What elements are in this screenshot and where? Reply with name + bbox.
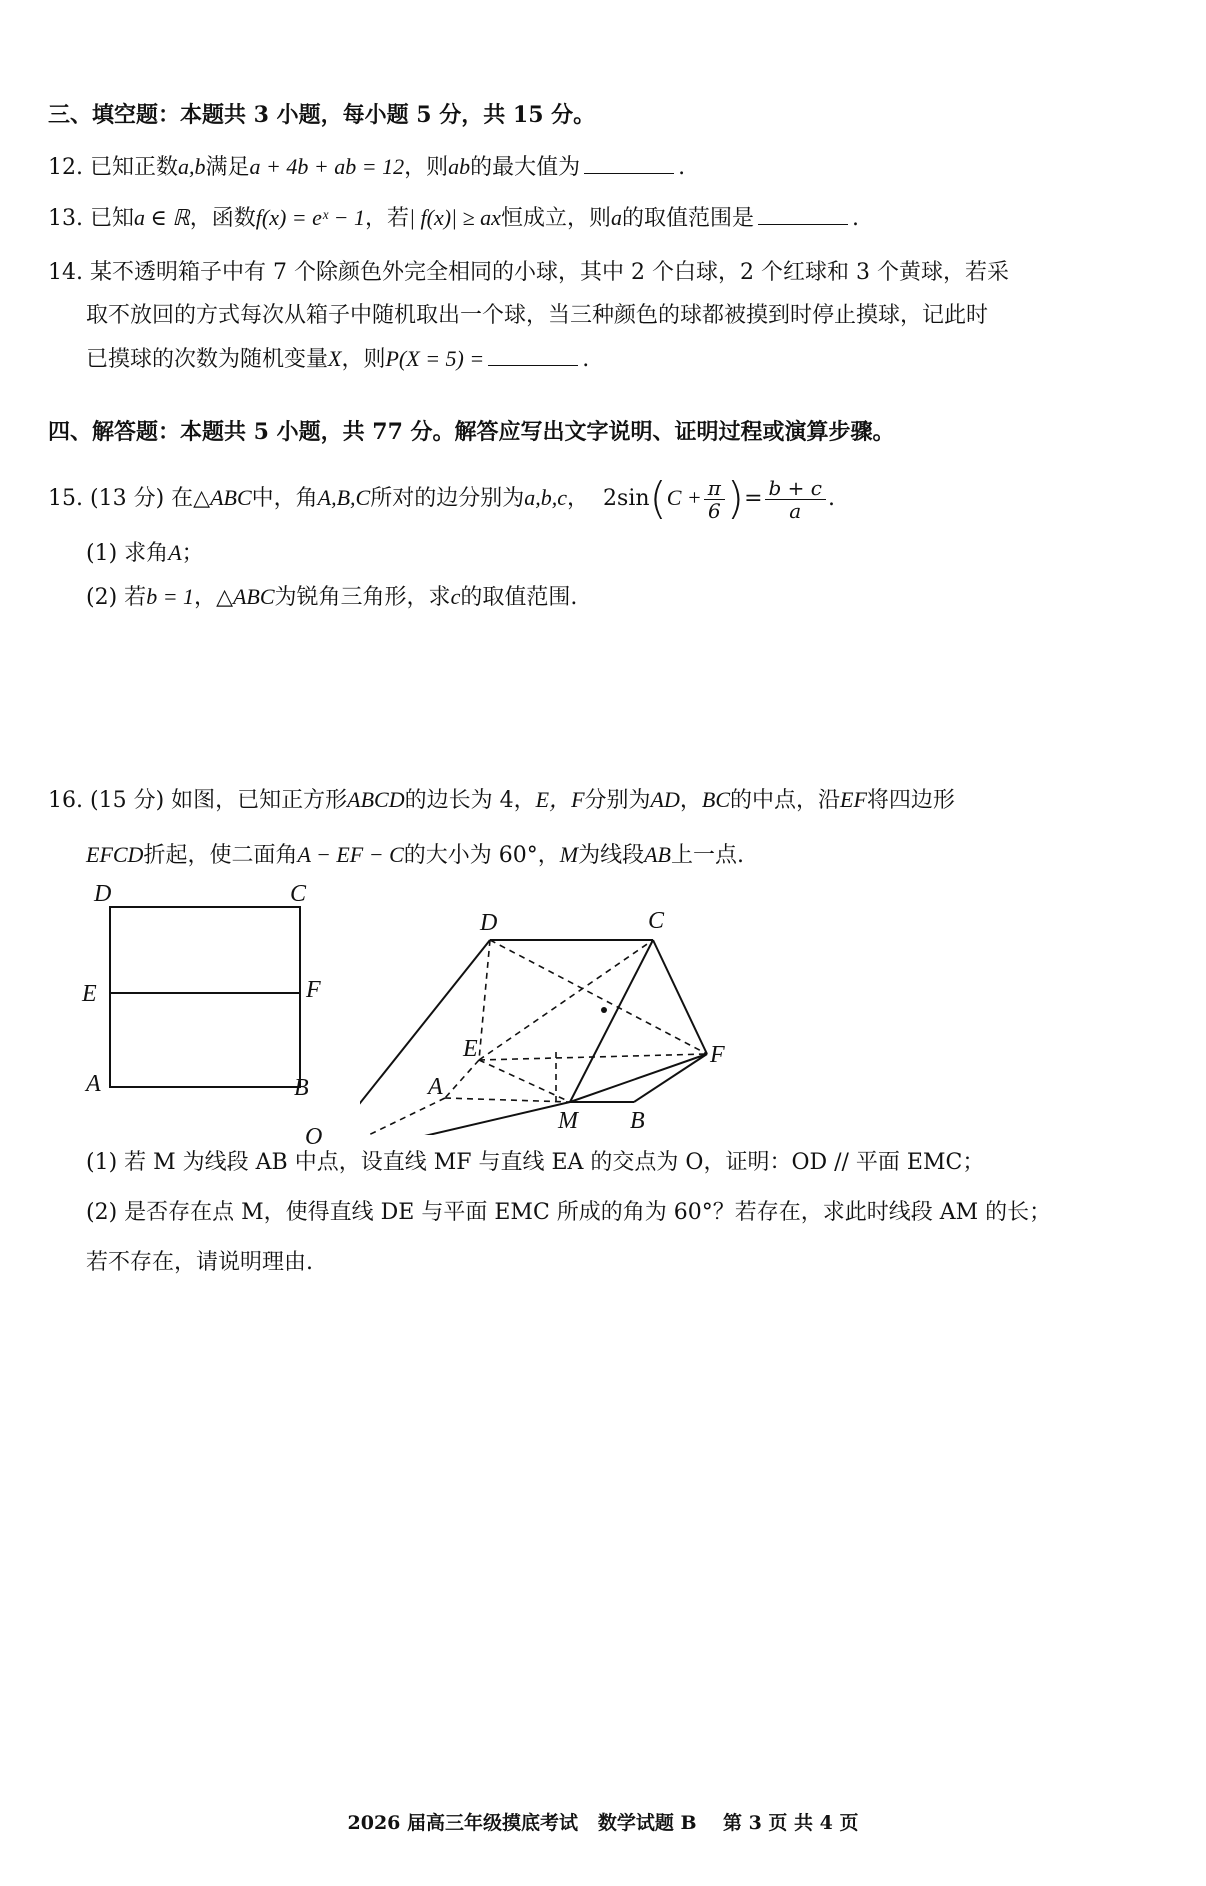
- q13-text-end: 的取值范围是: [621, 206, 754, 231]
- q15-number: 15.: [48, 486, 83, 511]
- q12-text-end: 的最大值为: [470, 155, 581, 180]
- question-15: [48, 473, 1166, 524]
- figure-folded-solid: [360, 880, 740, 1135]
- question-16-part-2-line-1: (2) 是否存在点 M，使得直线 DE 与平面 EMC 所成的角为 60°？若存在，求此时线段 AM 的长；: [86, 1200, 1052, 1225]
- label-E: E: [463, 1036, 478, 1062]
- label-M: M: [558, 1108, 578, 1134]
- q13-inequality: | f(x)| ≥ ax: [408, 205, 501, 230]
- q15-fraction: [765, 477, 826, 522]
- q14-answer-blank: [488, 364, 578, 366]
- q12-number: 12.: [48, 155, 83, 180]
- q15-p2-b: b = 1: [146, 584, 195, 609]
- q13-a: a: [610, 205, 622, 230]
- q15-text-mid2: 所对的边分别为: [370, 486, 525, 511]
- q15-triangle: △ABC: [193, 485, 252, 510]
- q16-number: 16.: [48, 788, 83, 813]
- label-E: E: [82, 981, 97, 1007]
- q15-p2-end: 的取值范围.: [460, 585, 578, 610]
- q16-line1-end: 将四边形: [866, 788, 955, 813]
- q15-pi: π: [704, 477, 725, 500]
- q16-line1-mid: 的边长为 4，: [404, 788, 536, 813]
- question-14-line-3: [86, 344, 1166, 375]
- q16-E-F: E，F: [535, 787, 585, 812]
- q15-six: 6: [707, 498, 721, 523]
- label-F: F: [306, 977, 321, 1003]
- q12-period: .: [678, 155, 686, 180]
- q13-text-pre: 已知: [90, 206, 135, 231]
- q16-dihedral: A − EF − C: [297, 842, 404, 867]
- q16-AD: AD: [650, 787, 680, 812]
- q15-p2-pre: 若: [124, 585, 147, 610]
- q15-score: (13 分): [90, 486, 165, 511]
- question-16-part-1: (1) 若 M 为线段 AB 中点，设直线 MF 与直线 EA 的交点为 O，证明：OD // 平面 EMC；: [86, 1150, 985, 1175]
- q14-number: 14.: [48, 260, 83, 285]
- square-outline: [110, 907, 300, 1087]
- q14-period: .: [582, 347, 590, 372]
- label-B: B: [294, 1075, 309, 1101]
- q15-right-paren: ): [726, 473, 745, 524]
- label-C: C: [290, 881, 307, 907]
- q13-function: f(x) = eˣ − 1: [255, 205, 365, 230]
- q15-text-pre: 在: [171, 486, 194, 511]
- q16-line2-mid: 折起，使二面角: [143, 843, 298, 868]
- q16-line1-mid3: 的中点，沿: [730, 788, 841, 813]
- q15-numerator: b + c: [765, 477, 826, 500]
- q15-comma: ，: [567, 486, 590, 511]
- q16-line2-end: 上一点.: [671, 843, 744, 868]
- segment-EC: [479, 940, 653, 1060]
- q15-c-plus: C +: [666, 485, 702, 510]
- q15-p2-label: (2): [86, 585, 118, 610]
- q12-answer-blank: [584, 172, 674, 174]
- q16-EF: EF: [840, 787, 867, 812]
- q15-denominator: a: [789, 498, 802, 523]
- segment-OM: [360, 1102, 570, 1135]
- q15-equals: =: [744, 486, 763, 511]
- q16-AB: AB: [644, 842, 671, 867]
- q13-answer-blank: [758, 223, 848, 225]
- q15-p2-mid: 为锐角三角形，求: [274, 585, 451, 610]
- q16-comma: ，: [679, 788, 702, 813]
- segment-AO: [360, 1098, 445, 1135]
- q15-sides: a,b,c: [524, 485, 568, 510]
- question-15-part-2: [86, 582, 1166, 613]
- question-16-line-1: [48, 785, 1166, 816]
- q16-BC: BC: [701, 787, 730, 812]
- q13-text-mid1: ，函数: [189, 206, 256, 231]
- section-3-heading: 三、填空题：本题共 3 小题，每小题 5 分，共 15 分。: [48, 102, 596, 128]
- q15-p2-triangle: △ABC: [216, 584, 275, 609]
- q15-p1-A: A: [168, 540, 182, 565]
- q12-text-mid: 满足: [205, 155, 250, 180]
- q12-equation: a + 4b + ab = 12: [249, 154, 405, 179]
- label-F: F: [710, 1042, 725, 1068]
- label-O: O: [305, 1124, 323, 1150]
- label-C: C: [648, 908, 665, 934]
- segment-DF: [490, 940, 707, 1054]
- q15-period: .: [827, 486, 835, 511]
- q12-text-post: ，则: [404, 155, 449, 180]
- q13-period: .: [851, 206, 859, 231]
- q14-probability: P(X = 5) =: [385, 346, 485, 371]
- q12-ab: ab: [448, 154, 471, 179]
- page-footer: 2026 届高三年级摸底考试 数学试题 B 第 3 页 共 4 页: [347, 1812, 859, 1834]
- label-D: D: [480, 910, 498, 936]
- question-12: [48, 152, 1166, 183]
- q15-angles: A,B,C: [317, 485, 371, 510]
- question-16-part-2-line-2: 若不存在，请说明理由.: [86, 1250, 313, 1275]
- q16-line2-mid3: 为线段: [578, 843, 645, 868]
- q12-text-pre: 已知正数: [90, 155, 179, 180]
- q15-p1-end: ；: [181, 541, 204, 566]
- q16-M: M: [559, 842, 579, 867]
- q15-p1-label: (1): [86, 541, 118, 566]
- q13-text-mid2: ，若: [364, 206, 409, 231]
- intersection-point: [601, 1007, 607, 1013]
- label-A: A: [86, 1071, 101, 1097]
- label-A: A: [428, 1074, 443, 1100]
- q16-line1-mid2: 分别为: [584, 788, 651, 813]
- question-14-line-2: 取不放回的方式每次从箱子中随机取出一个球，当三种颜色的球都被摸到时停止摸球，记此时: [86, 303, 989, 328]
- section-4-heading: 四、解答题：本题共 5 小题，共 77 分。解答应写出文字说明、证明过程或演算步骤。: [48, 419, 895, 445]
- q12-vars: a,b: [178, 154, 206, 179]
- q15-p2-c: c: [450, 584, 461, 609]
- q14-line-3-mid: ，则: [341, 347, 386, 372]
- q16-EFCD: EFCD: [86, 842, 144, 867]
- q16-line2-mid2: 的大小为 60°，: [403, 843, 560, 868]
- q13-number: 13.: [48, 206, 83, 231]
- q14-X: X: [328, 346, 342, 371]
- segment-FB: [634, 1054, 707, 1102]
- question-16-line-2: [86, 840, 1166, 871]
- question-15-part-1: [86, 538, 1166, 569]
- q14-line-1-text: 某不透明箱子中有 7 个除颜色外完全相同的小球，其中 2 个白球，2 个红球和 3 个黄球，若采: [90, 260, 1009, 285]
- q16-line1-pre: 如图，已知正方形: [171, 788, 348, 813]
- q15-coef: 2sin: [603, 486, 650, 511]
- q16-ABCD: ABCD: [347, 787, 405, 812]
- segment-EA: [445, 1060, 479, 1098]
- q15-pi-over-6: [704, 477, 725, 522]
- q15-left-paren: (: [649, 473, 667, 524]
- q15-text-mid: 中，角: [251, 486, 318, 511]
- question-13: [48, 203, 1166, 234]
- q14-line-3-pre: 已摸球的次数为随机变量: [86, 347, 329, 372]
- segment-AM: [445, 1098, 570, 1102]
- segment-DE: [479, 940, 490, 1060]
- label-D: D: [94, 881, 112, 907]
- figure-label-O: [300, 1120, 340, 1150]
- segment-CF: [653, 940, 707, 1054]
- q13-text-mid3: 恒成立，则: [500, 206, 611, 231]
- figure-flat-square: [80, 875, 340, 1105]
- question-14-line-1: [48, 258, 1166, 288]
- q13-condition: a ∈ ℝ: [134, 205, 190, 230]
- q15-p1-text: 求角: [124, 541, 169, 566]
- q16-score: (15 分): [90, 788, 165, 813]
- label-B: B: [630, 1108, 645, 1134]
- q15-p2-comma: ，: [194, 585, 217, 610]
